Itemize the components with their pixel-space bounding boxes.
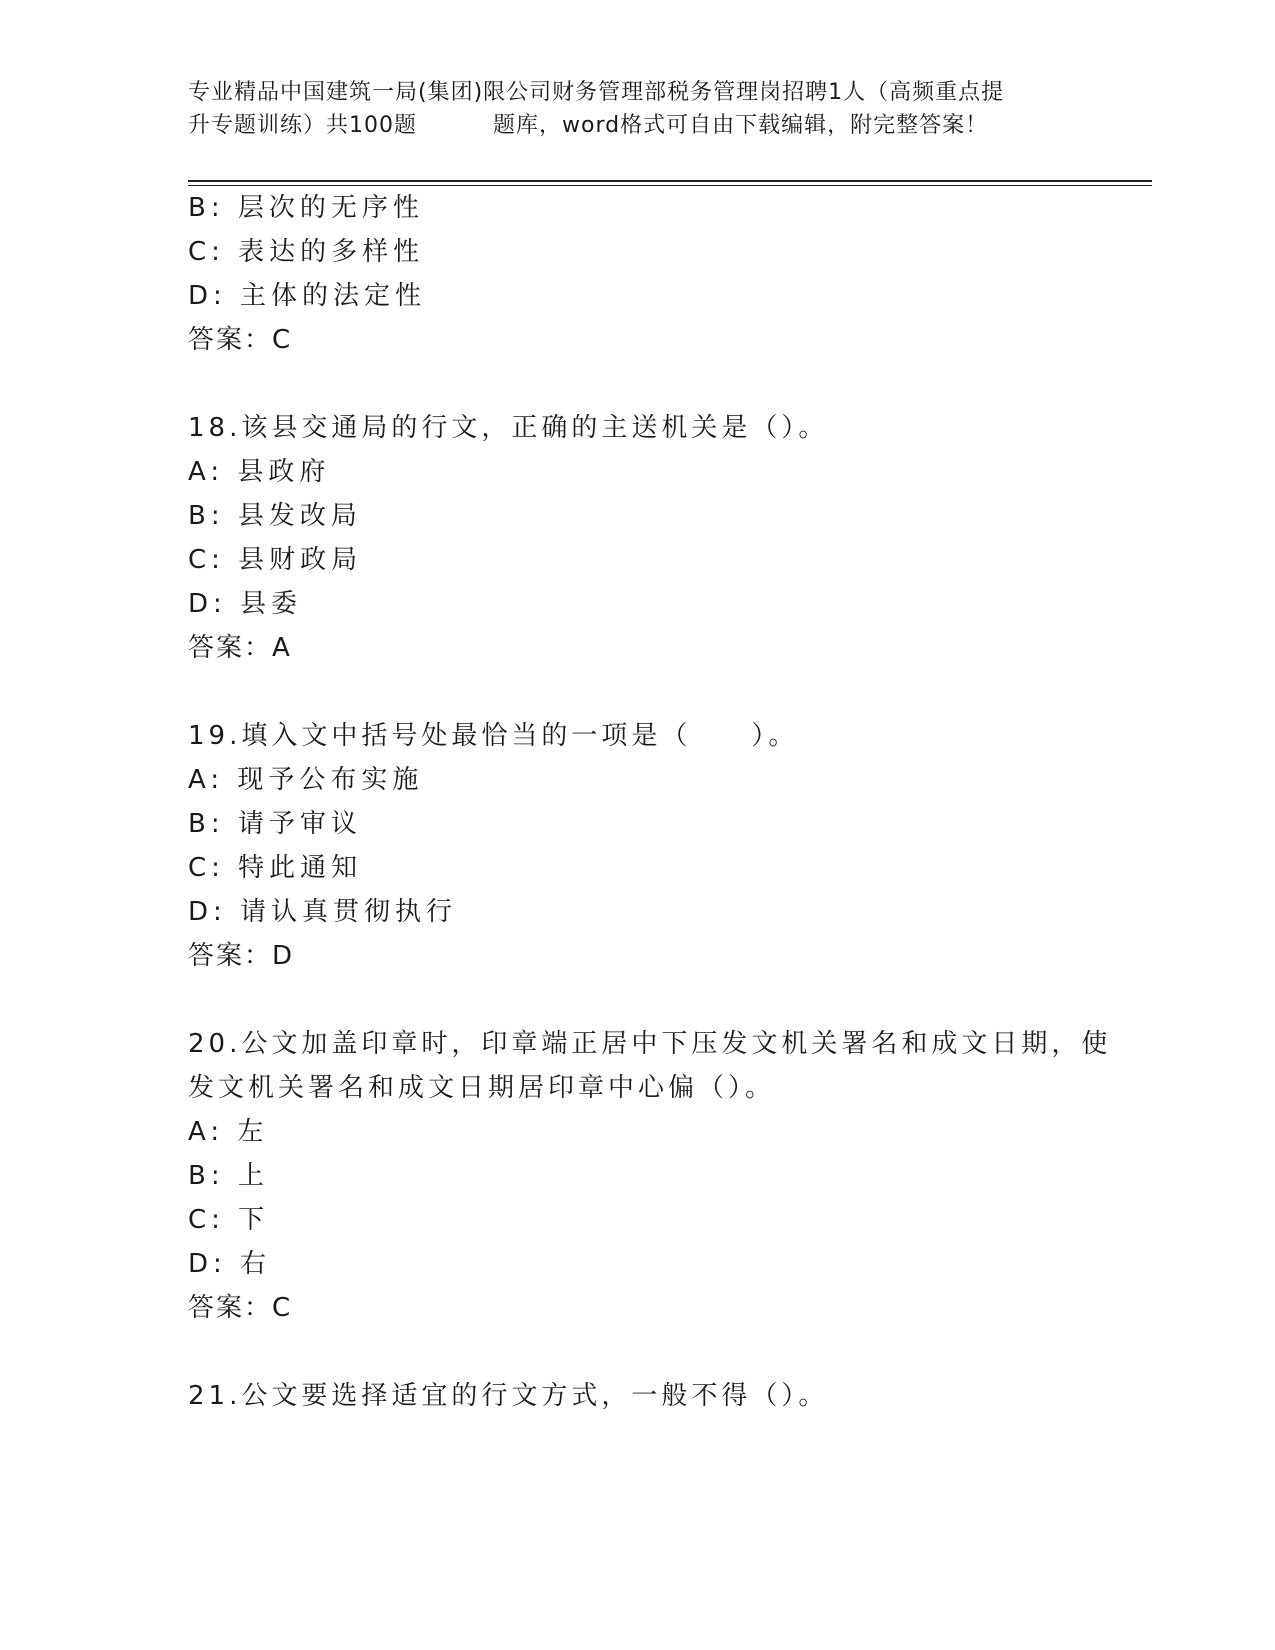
q18-question: 18.该县交通局的行文，正确的主送机关是（）。 [188, 413, 829, 443]
q17-option-b: B: 层次的无序性 [188, 193, 424, 223]
q18-option-d: D: 县委 [188, 589, 303, 619]
header-line-2-right: 题库，word格式可自由下载编辑，附完整答案！ [493, 113, 989, 138]
document-header [188, 76, 1088, 142]
header-line-2 [188, 109, 1088, 142]
header-line-1: 专业精品中国建筑一局(集团)限公司财务管理部税务管理岗招聘1人（高频重点提 [188, 80, 1005, 105]
q20-answer: 答案：C [188, 1293, 293, 1323]
q19-option-d: D: 请认真贯彻执行 [188, 897, 458, 927]
header-divider-thick [188, 180, 1152, 182]
q17-answer: 答案：C [188, 325, 293, 355]
q20-option-c: C: 下 [188, 1205, 270, 1235]
q20-option-d: D: 右 [188, 1249, 272, 1279]
q17-option-d: D: 主体的法定性 [188, 281, 427, 311]
q20-question-line-2: 发文机关署名和成文日期居印章中心偏（）。 [188, 1073, 776, 1103]
q19-answer: 答案：D [188, 941, 295, 971]
q19-option-c: C: 特此通知 [188, 853, 363, 883]
q19-question: 19.填入文中括号处最恰当的一项是（ ）。 [188, 721, 799, 751]
q21-question: 21.公文要选择适宜的行文方式，一般不得（）。 [188, 1381, 829, 1411]
q20-option-b: B: 上 [188, 1161, 269, 1191]
header-divider-thin [188, 185, 1152, 186]
q19-option-b: B: 请予审议 [188, 809, 362, 839]
q18-answer: 答案：A [188, 633, 292, 663]
q20-option-a: A: 左 [188, 1117, 269, 1147]
q19-option-a: A: 现予公布实施 [188, 765, 424, 795]
q18-option-c: C: 县财政局 [188, 545, 363, 575]
q20-question-line-1: 20.公文加盖印章时，印章端正居中下压发文机关署名和成文日期，使 [188, 1029, 1112, 1059]
header-line-2-left: 升专题训练）共100题 [188, 113, 417, 138]
q17-option-c: C: 表达的多样性 [188, 237, 425, 267]
q18-option-b: B: 县发改局 [188, 501, 362, 531]
q18-option-a: A: 县政府 [188, 457, 331, 487]
